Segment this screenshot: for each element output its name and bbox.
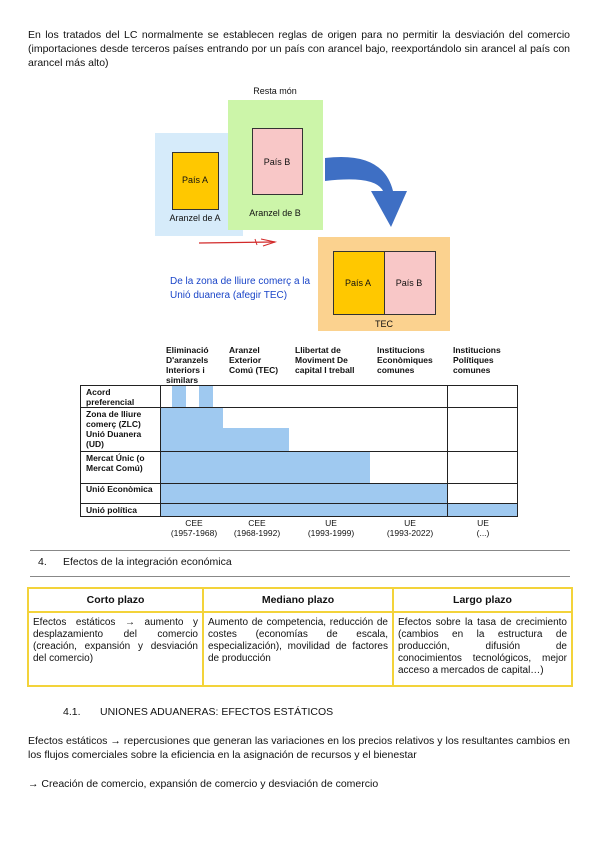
table-rule xyxy=(80,385,81,517)
section-4-number: 4. xyxy=(38,556,47,568)
stage-label: Mercat Únic (o Mercat Comú) xyxy=(86,453,145,473)
era-label: UE (1993-1999) xyxy=(307,518,355,538)
section-41-number: 4.1. xyxy=(63,706,81,718)
table-rule xyxy=(160,385,161,517)
term-cell: Efectos estáticos → aumento y desplazamiento del comercio (creación, expansión y desviación del comercio) xyxy=(28,612,203,686)
stage-fill xyxy=(223,428,289,451)
table-rule xyxy=(80,503,518,504)
country-b-label: País B xyxy=(263,157,291,167)
term-header: Corto plazo xyxy=(28,588,203,612)
table-rule xyxy=(80,385,518,386)
stage-fill xyxy=(199,386,213,407)
static-effects-paragraph: Efectos estáticos → repercusiones que generan las variaciones en los precios relativos y los resultantes cambios en los flujos comerciales sobre la eficiencia en la asignación de recursos y el bienestar xyxy=(28,735,570,761)
stage-label: Unió política xyxy=(86,505,137,515)
effects-by-term-table xyxy=(27,587,573,687)
table-header: Institucions Econòmiques comunes xyxy=(377,345,433,375)
table-rule xyxy=(517,385,518,517)
handwritten-note: De la zona de lliure comerç a la Unió duanera (afegir TEC) xyxy=(170,276,311,301)
intro-paragraph: En los tratados del LC normalmente se establecen reglas de origen para no permitir la desviación del comercio (importaciones desde terceros países entrando por un país con arancel bajo, reexportándolo sin arancel al país con arancel más alto) xyxy=(28,29,570,69)
scribble-arrow xyxy=(195,234,285,250)
stage-label: Zona de lliure comerç (ZLC) Unió Duanera (UD) xyxy=(86,409,142,449)
stage-fill xyxy=(172,386,186,407)
table-rule xyxy=(80,516,518,517)
era-label: CEE (1968-1992) xyxy=(233,518,281,538)
table-header: Llibertat de Moviment De capital I treball xyxy=(295,345,355,375)
era-label: CEE (1957-1968) xyxy=(170,518,218,538)
stage-fill xyxy=(160,451,370,483)
section-41-title: UNIONES ADUANERAS: EFECTOS ESTÁTICOS xyxy=(100,706,334,718)
term-header: Largo plazo xyxy=(393,588,572,612)
stage-fill xyxy=(160,503,517,516)
tariff-a-label: Aranzel de A xyxy=(169,213,221,223)
table-header: Eliminació D'aranzels Interiors i similars xyxy=(166,345,209,385)
union-country-b-label: País B xyxy=(395,278,423,288)
country-a-label: País A xyxy=(181,175,208,185)
table-rule xyxy=(80,451,518,452)
term-cell: Aumento de competencia, reducción de costes (economías de escala, especialización), movilidad de factores de producción xyxy=(203,612,393,686)
stage-label: Unió Econòmica xyxy=(86,484,153,494)
table-rule xyxy=(80,407,518,408)
tariff-b-label: Aranzel de B xyxy=(249,208,301,218)
rest-of-world-label: Resta món xyxy=(253,86,297,96)
stage-label: Acord preferencial xyxy=(86,387,135,407)
union-country-a-label: País A xyxy=(344,278,371,288)
table-header: Aranzel Exterior Comú (TEC) xyxy=(229,345,279,375)
era-label: UE (1993-2022) xyxy=(386,518,434,538)
table-rule xyxy=(447,385,448,517)
section-rule xyxy=(30,550,570,551)
stage-fill xyxy=(160,483,447,503)
common-tariff-label: TEC xyxy=(375,319,393,329)
down-right-arrow-icon xyxy=(325,143,430,231)
term-cell: Efectos sobre la tasa de crecimiento (cambios en la estructura de producción, difusión de conocimientos tecnológicos, mejor acceso a mercados de capital…) xyxy=(393,612,572,686)
table-header: Institucions Polítiques comunes xyxy=(453,345,501,375)
term-header: Mediano plazo xyxy=(203,588,393,612)
section-rule xyxy=(30,576,570,577)
stage-fill xyxy=(160,407,223,451)
section-4-title: Efectos de la integración económica xyxy=(63,556,232,568)
era-label: UE (...) xyxy=(476,518,490,538)
creation-line: → Creación de comercio, expansión de comercio y desviación de comercio xyxy=(28,778,379,790)
